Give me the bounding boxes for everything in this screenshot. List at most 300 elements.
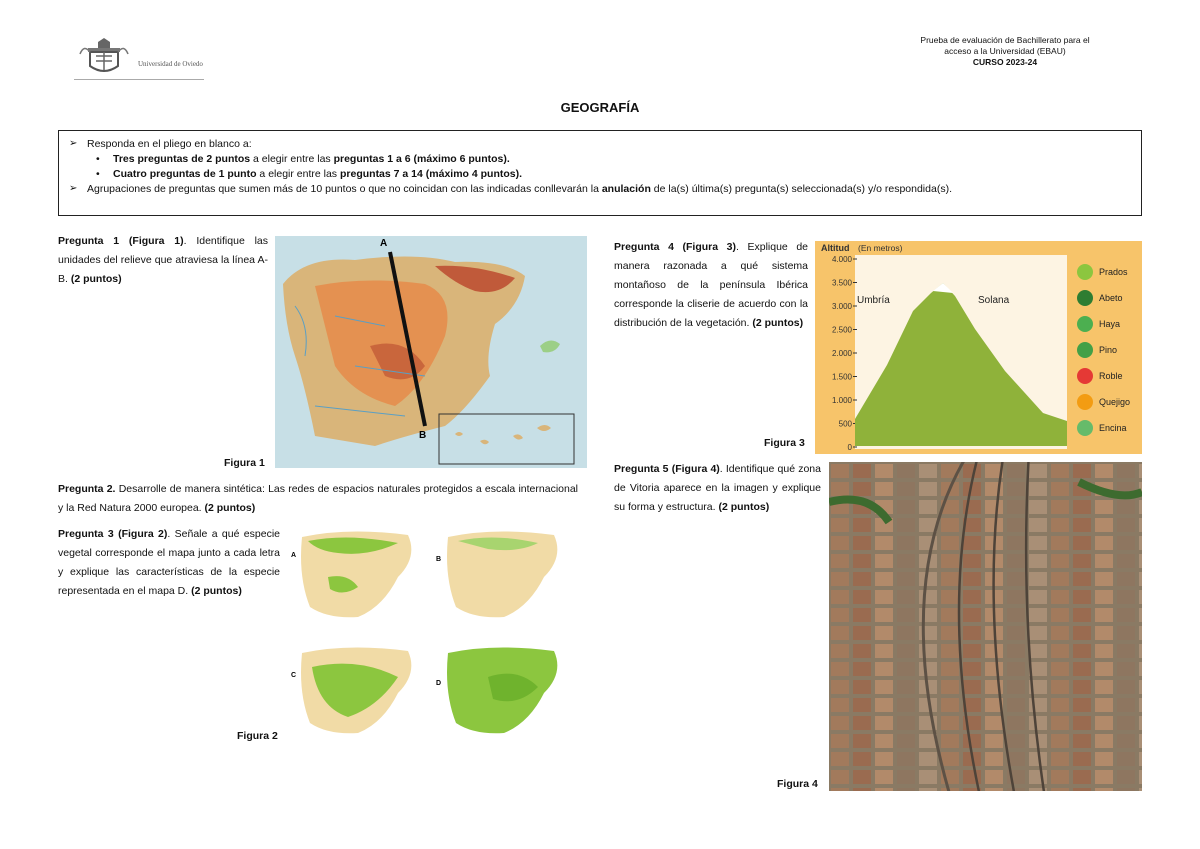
city-block bbox=[853, 554, 871, 568]
city-block bbox=[875, 572, 893, 586]
logo-divider bbox=[74, 79, 204, 80]
bullet-icon: • bbox=[96, 153, 100, 165]
city-block bbox=[1139, 734, 1142, 748]
city-block bbox=[1007, 518, 1025, 532]
city-block bbox=[1029, 698, 1047, 712]
city-block bbox=[919, 626, 937, 640]
city-block bbox=[1073, 734, 1091, 748]
legend-swatch bbox=[1077, 368, 1093, 384]
arrow-bullet-icon: ➢ bbox=[69, 183, 78, 194]
city-block bbox=[1139, 590, 1142, 604]
city-block bbox=[1117, 716, 1135, 730]
city-block bbox=[1117, 626, 1135, 640]
city-block bbox=[1139, 752, 1142, 766]
city-block bbox=[897, 590, 915, 604]
coat-of-arms-icon bbox=[74, 34, 134, 78]
city-block bbox=[831, 626, 849, 640]
city-block bbox=[1095, 680, 1113, 694]
city-block bbox=[1029, 770, 1047, 784]
city-block bbox=[1029, 716, 1047, 730]
city-block bbox=[985, 644, 1003, 658]
city-block bbox=[1139, 662, 1142, 676]
city-block bbox=[1007, 698, 1025, 712]
city-block bbox=[1073, 572, 1091, 586]
city-block bbox=[1007, 716, 1025, 730]
city-block bbox=[919, 770, 937, 784]
city-block bbox=[1029, 626, 1047, 640]
city-block bbox=[919, 788, 937, 791]
city-block bbox=[875, 590, 893, 604]
city-block bbox=[875, 716, 893, 730]
city-block bbox=[1117, 572, 1135, 586]
city-block bbox=[1139, 644, 1142, 658]
city-block bbox=[1073, 698, 1091, 712]
city-block bbox=[897, 680, 915, 694]
city-block bbox=[1095, 500, 1113, 514]
city-block bbox=[1029, 572, 1047, 586]
city-block bbox=[1051, 482, 1069, 496]
svg-text:B: B bbox=[436, 556, 442, 563]
city-block bbox=[853, 482, 871, 496]
city-block bbox=[1073, 608, 1091, 622]
line-label-b: B bbox=[419, 430, 427, 441]
city-block bbox=[1029, 464, 1047, 478]
city-block bbox=[985, 788, 1003, 791]
city-block bbox=[1139, 518, 1142, 532]
y-tick-label: 500 bbox=[838, 419, 852, 429]
city-block bbox=[1095, 626, 1113, 640]
city-block bbox=[1139, 464, 1142, 478]
city-block bbox=[897, 518, 915, 532]
city-block bbox=[853, 680, 871, 694]
city-block bbox=[1051, 734, 1069, 748]
city-block bbox=[1029, 500, 1047, 514]
city-block bbox=[963, 554, 981, 568]
vegetation-maps-figure-2 bbox=[288, 527, 586, 763]
city-block bbox=[1139, 500, 1142, 514]
city-block bbox=[1007, 464, 1025, 478]
city-block bbox=[919, 500, 937, 514]
city-block bbox=[831, 698, 849, 712]
city-block bbox=[1051, 554, 1069, 568]
city-block bbox=[1073, 536, 1091, 550]
instructions-bullet-2: Cuatro preguntas de 1 punto a elegir entre las preguntas 7 a 14 (máximo 4 puntos). bbox=[113, 168, 523, 180]
city-block bbox=[1051, 644, 1069, 658]
city-block bbox=[875, 626, 893, 640]
legend-label: Abeto bbox=[1099, 293, 1123, 303]
city-block bbox=[1139, 608, 1142, 622]
legend-swatch bbox=[1077, 394, 1093, 410]
city-block bbox=[1073, 464, 1091, 478]
city-block bbox=[897, 482, 915, 496]
city-block bbox=[831, 518, 849, 532]
city-block bbox=[1139, 716, 1142, 730]
city-block bbox=[941, 590, 959, 604]
city-block bbox=[941, 680, 959, 694]
city-block bbox=[1117, 662, 1135, 676]
city-block bbox=[941, 626, 959, 640]
instructions-intro: Responda en el pliego en blanco a: bbox=[87, 138, 252, 150]
map-d bbox=[436, 647, 557, 733]
city-block bbox=[1073, 788, 1091, 791]
city-block bbox=[853, 608, 871, 622]
city-block bbox=[853, 572, 871, 586]
city-block bbox=[1007, 590, 1025, 604]
city-block bbox=[1051, 608, 1069, 622]
city-block bbox=[831, 752, 849, 766]
city-block bbox=[963, 626, 981, 640]
city-block bbox=[1095, 716, 1113, 730]
city-block bbox=[1029, 554, 1047, 568]
y-tick-label: 2.500 bbox=[831, 325, 852, 335]
city-block bbox=[1117, 518, 1135, 532]
city-block bbox=[941, 716, 959, 730]
bullet-icon: • bbox=[96, 168, 100, 180]
city-block bbox=[853, 536, 871, 550]
svg-text:A: A bbox=[291, 552, 297, 559]
city-block bbox=[875, 680, 893, 694]
legend-label: Pino bbox=[1099, 345, 1118, 355]
city-block bbox=[831, 554, 849, 568]
city-block bbox=[897, 644, 915, 658]
city-block bbox=[919, 464, 937, 478]
question-2: Pregunta 2. Desarrolle de manera sintética: Las redes de espacios naturales protegidos a escala internacional y la Red Natura 2000 europea. (2 puntos) bbox=[58, 483, 579, 514]
legend-label: Haya bbox=[1099, 319, 1121, 329]
city-block bbox=[897, 536, 915, 550]
city-block bbox=[897, 626, 915, 640]
y-tick-label: 4.000 bbox=[831, 255, 852, 264]
relief-map-figure-1 bbox=[275, 236, 587, 468]
city-block bbox=[1139, 788, 1142, 791]
city-block bbox=[1139, 626, 1142, 640]
aerial-photo-figure-4 bbox=[829, 462, 1142, 791]
city-block bbox=[919, 662, 937, 676]
city-block bbox=[1051, 590, 1069, 604]
city-block bbox=[963, 572, 981, 586]
city-block bbox=[1117, 464, 1135, 478]
city-block bbox=[831, 788, 849, 791]
city-block bbox=[941, 644, 959, 658]
city-block bbox=[1095, 554, 1113, 568]
city-block bbox=[1051, 752, 1069, 766]
city-block bbox=[853, 626, 871, 640]
city-block bbox=[897, 500, 915, 514]
city-block bbox=[875, 752, 893, 766]
exam-line-2: acceso a la Universidad (EBAU) bbox=[944, 46, 1066, 56]
city-block bbox=[897, 752, 915, 766]
city-block bbox=[1139, 770, 1142, 784]
city-block bbox=[1073, 626, 1091, 640]
solana-label: Solana bbox=[978, 295, 1010, 306]
city-block bbox=[985, 734, 1003, 748]
city-block bbox=[897, 464, 915, 478]
city-block bbox=[919, 644, 937, 658]
city-block bbox=[875, 464, 893, 478]
axis-unit: (En metros) bbox=[858, 243, 903, 253]
legend-label: Prados bbox=[1099, 267, 1128, 277]
university-name: Universidad de Oviedo bbox=[138, 60, 203, 68]
city-block bbox=[1073, 554, 1091, 568]
svg-text:C: C bbox=[291, 672, 297, 679]
city-block bbox=[963, 608, 981, 622]
y-tick-label: 1.000 bbox=[831, 396, 852, 405]
city-block bbox=[985, 662, 1003, 676]
city-block bbox=[1051, 464, 1069, 478]
city-block bbox=[1073, 770, 1091, 784]
city-block bbox=[941, 536, 959, 550]
city-block bbox=[941, 518, 959, 532]
city-block bbox=[1139, 680, 1142, 694]
city-block bbox=[1051, 518, 1069, 532]
city-block bbox=[1007, 788, 1025, 791]
city-block bbox=[831, 770, 849, 784]
city-block bbox=[1051, 662, 1069, 676]
city-block bbox=[1007, 734, 1025, 748]
city-block bbox=[1117, 770, 1135, 784]
city-block bbox=[963, 734, 981, 748]
city-block bbox=[853, 518, 871, 532]
city-block bbox=[1073, 500, 1091, 514]
city-block bbox=[1073, 644, 1091, 658]
university-logo bbox=[74, 34, 208, 84]
y-tick-label: 1.500 bbox=[831, 372, 852, 382]
city-block bbox=[1029, 518, 1047, 532]
city-block bbox=[1051, 536, 1069, 550]
figure-1-label: Figura 1 bbox=[224, 457, 265, 469]
city-block bbox=[1095, 590, 1113, 604]
city-block bbox=[963, 590, 981, 604]
city-block bbox=[1117, 734, 1135, 748]
city-block bbox=[831, 608, 849, 622]
city-block bbox=[1051, 680, 1069, 694]
city-block bbox=[985, 716, 1003, 730]
city-block bbox=[853, 662, 871, 676]
city-block bbox=[897, 734, 915, 748]
city-block bbox=[919, 608, 937, 622]
city-block bbox=[897, 770, 915, 784]
city-block bbox=[831, 482, 849, 496]
city-block bbox=[875, 698, 893, 712]
city-block bbox=[831, 644, 849, 658]
city-block bbox=[1051, 500, 1069, 514]
cliserie-figure-3 bbox=[815, 241, 1142, 454]
city-block bbox=[875, 662, 893, 676]
city-block bbox=[985, 770, 1003, 784]
city-block bbox=[875, 608, 893, 622]
umbria-label: Umbría bbox=[857, 295, 890, 306]
arrow-bullet-icon: ➢ bbox=[69, 138, 78, 149]
city-block bbox=[1051, 788, 1069, 791]
city-block bbox=[1051, 698, 1069, 712]
legend-swatch bbox=[1077, 342, 1093, 358]
city-block bbox=[1139, 572, 1142, 586]
legend-label: Encina bbox=[1099, 423, 1127, 433]
city-block bbox=[1095, 608, 1113, 622]
city-block bbox=[1117, 554, 1135, 568]
city-block bbox=[1007, 680, 1025, 694]
city-block bbox=[919, 482, 937, 496]
city-block bbox=[831, 572, 849, 586]
y-tick-label: 3.500 bbox=[831, 278, 852, 288]
city-block bbox=[875, 536, 893, 550]
city-block bbox=[941, 608, 959, 622]
city-block bbox=[1051, 626, 1069, 640]
city-block bbox=[1117, 608, 1135, 622]
city-block bbox=[853, 644, 871, 658]
question-3: Pregunta 3 (Figura 2). Señale a qué especie vegetal corresponde el mapa junto a cada letra y explique las características de la especie representada en el mapa D. (2 puntos) bbox=[58, 528, 280, 597]
city-block bbox=[1029, 536, 1047, 550]
city-block bbox=[941, 554, 959, 568]
city-block bbox=[963, 680, 981, 694]
question-5: Pregunta 5 (Figura 4). Identifique qué zona de Vitoria aparece en la imagen y explique su forma y estructura. (2 puntos) bbox=[614, 463, 821, 513]
city-block bbox=[985, 500, 1003, 514]
city-block bbox=[1007, 500, 1025, 514]
legend-swatch bbox=[1077, 290, 1093, 306]
instructions-note: Agrupaciones de preguntas que sumen más de 10 puntos o que no coincidan con las indicadas conllevarán la anulación de la(s) última(s) pregunta(s) seleccionada(s) y/o respondida(s). bbox=[87, 183, 952, 195]
city-block bbox=[963, 536, 981, 550]
city-block bbox=[1029, 590, 1047, 604]
city-block bbox=[853, 770, 871, 784]
city-block bbox=[941, 662, 959, 676]
city-block bbox=[831, 464, 849, 478]
city-block bbox=[875, 734, 893, 748]
city-block bbox=[875, 554, 893, 568]
city-block bbox=[853, 752, 871, 766]
legend-label: Quejigo bbox=[1099, 397, 1131, 407]
city-block bbox=[1073, 680, 1091, 694]
city-block bbox=[941, 752, 959, 766]
city-block bbox=[963, 770, 981, 784]
city-block bbox=[1007, 608, 1025, 622]
city-block bbox=[875, 788, 893, 791]
city-block bbox=[963, 644, 981, 658]
legend-swatch bbox=[1077, 420, 1093, 436]
city-block bbox=[941, 698, 959, 712]
question-1: Pregunta 1 (Figura 1). Identifique las unidades del relieve que atraviesa la línea A-B. (2 puntos) bbox=[58, 235, 268, 285]
y-tick-label: 2.000 bbox=[831, 349, 852, 358]
city-block bbox=[1029, 644, 1047, 658]
map-c bbox=[291, 647, 411, 733]
city-block bbox=[1117, 590, 1135, 604]
city-block bbox=[1095, 662, 1113, 676]
city-block bbox=[1007, 536, 1025, 550]
city-block bbox=[831, 662, 849, 676]
city-block bbox=[831, 680, 849, 694]
city-block bbox=[897, 608, 915, 622]
city-block bbox=[875, 644, 893, 658]
city-block bbox=[1007, 662, 1025, 676]
city-block bbox=[897, 554, 915, 568]
line-label-a: A bbox=[380, 238, 388, 249]
city-block bbox=[1007, 644, 1025, 658]
city-block bbox=[1073, 662, 1091, 676]
question-4: Pregunta 4 (Figura 3). Explique de manera razonada a qué sistema montañoso de la península Ibérica corresponde la cliserie de acuerdo con la distribución de la vegetación. (2 puntos) bbox=[614, 241, 808, 329]
city-block bbox=[1029, 482, 1047, 496]
city-block bbox=[1095, 698, 1113, 712]
map-b bbox=[436, 531, 557, 617]
axis-title: Altitud bbox=[821, 243, 850, 253]
legend-label: Roble bbox=[1099, 371, 1123, 381]
city-block bbox=[941, 734, 959, 748]
city-block bbox=[1095, 752, 1113, 766]
exam-header bbox=[880, 35, 1130, 68]
city-block bbox=[853, 698, 871, 712]
city-block bbox=[853, 590, 871, 604]
city-block bbox=[1095, 644, 1113, 658]
svg-text:D: D bbox=[436, 680, 442, 687]
city-block bbox=[1117, 680, 1135, 694]
city-block bbox=[1073, 716, 1091, 730]
city-block bbox=[853, 716, 871, 730]
city-block bbox=[1051, 572, 1069, 586]
course-label: CURSO 2023-24 bbox=[972, 57, 1038, 67]
city-block bbox=[1073, 590, 1091, 604]
city-block bbox=[919, 752, 937, 766]
exam-line-1: Prueba de evaluación de Bachillerato para el bbox=[920, 35, 1090, 45]
city-block bbox=[1007, 554, 1025, 568]
figure-3-label: Figura 3 bbox=[764, 437, 805, 449]
city-block bbox=[941, 572, 959, 586]
city-block bbox=[1007, 482, 1025, 496]
city-block bbox=[831, 590, 849, 604]
city-block bbox=[1117, 752, 1135, 766]
page-title: GEOGRAFÍA bbox=[560, 100, 640, 115]
figure-4-label: Figura 4 bbox=[777, 778, 818, 790]
city-block bbox=[1117, 644, 1135, 658]
city-block bbox=[1117, 536, 1135, 550]
city-block bbox=[1073, 752, 1091, 766]
legend-swatch bbox=[1077, 264, 1093, 280]
instructions-box bbox=[58, 130, 1142, 216]
city-block bbox=[853, 464, 871, 478]
city-block bbox=[897, 716, 915, 730]
city-block bbox=[897, 788, 915, 791]
city-block bbox=[1007, 626, 1025, 640]
city-block bbox=[1095, 572, 1113, 586]
city-block bbox=[1117, 500, 1135, 514]
city-block bbox=[875, 770, 893, 784]
city-block bbox=[1095, 464, 1113, 478]
instructions-bullet-1: Tres preguntas de 2 puntos a elegir entre las preguntas 1 a 6 (máximo 6 puntos). bbox=[113, 153, 510, 165]
city-block bbox=[1051, 716, 1069, 730]
map-a bbox=[291, 531, 411, 617]
city-block bbox=[897, 698, 915, 712]
city-block bbox=[1139, 536, 1142, 550]
city-block bbox=[1007, 572, 1025, 586]
city-block bbox=[1117, 698, 1135, 712]
city-block bbox=[1073, 518, 1091, 532]
city-block bbox=[875, 482, 893, 496]
city-block bbox=[1139, 698, 1142, 712]
city-block bbox=[1095, 788, 1113, 791]
city-block bbox=[1095, 770, 1113, 784]
city-block bbox=[897, 572, 915, 586]
y-tick-label: 0 bbox=[847, 443, 852, 452]
city-block bbox=[897, 662, 915, 676]
city-block bbox=[831, 734, 849, 748]
legend-swatch bbox=[1077, 316, 1093, 332]
city-block bbox=[985, 752, 1003, 766]
city-block bbox=[853, 788, 871, 791]
city-block bbox=[963, 662, 981, 676]
city-block bbox=[1051, 770, 1069, 784]
city-block bbox=[831, 536, 849, 550]
y-tick-label: 3.000 bbox=[831, 302, 852, 311]
city-block bbox=[853, 734, 871, 748]
city-block bbox=[831, 716, 849, 730]
figure-2-label: Figura 2 bbox=[237, 730, 278, 742]
city-block bbox=[919, 590, 937, 604]
